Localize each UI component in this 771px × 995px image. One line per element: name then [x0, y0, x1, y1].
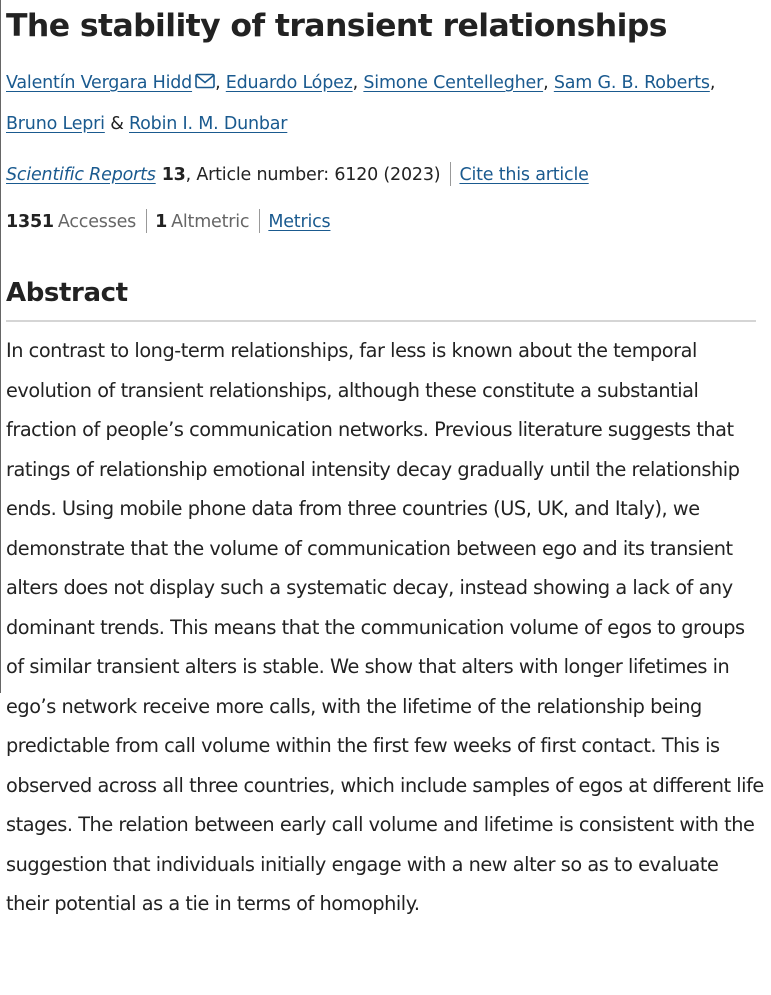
divider — [146, 209, 147, 233]
mail-icon[interactable] — [195, 64, 215, 104]
author-link[interactable]: Simone Centellegher — [363, 73, 544, 93]
divider — [450, 162, 451, 186]
author-link[interactable]: Eduardo López — [225, 73, 353, 93]
author-joiner: & — [104, 114, 129, 134]
altmetric-label: Altmetric — [171, 212, 250, 232]
author-separator: , — [215, 73, 226, 93]
metrics-link[interactable]: Metrics — [268, 212, 331, 232]
journal-volume: 13 — [161, 165, 186, 185]
left-border-line — [0, 0, 1, 693]
cite-article-link[interactable]: Cite this article — [459, 165, 589, 185]
article-number: , Article number: 6120 (2023) — [185, 165, 441, 185]
altmetric-count: 1 — [155, 212, 168, 232]
author-separator: , — [543, 73, 554, 93]
abstract-text: In contrast to long-term relationships, far less is known about the temporal evolution of transient relationships, although these constitute a substantial fraction of people’s communication networks. Previous literature suggests that ratings of relationship emotional intensity decay gradually until the relationship ends. Using mobile phone data from three countries (US, UK, and Italy), we demonstrate that the volume of communication between ego and its transient alters does not display such a systematic decay, instead showing a lack of any dominant trends. This means that the communication volume of egos to groups of similar transient alters is stable. We show that alters with longer lifetimes in ego’s network receive more calls, with the lifetime of the relationship being predictable from call volume within the first few weeks of first contact. This is observed across all three countries, which include samples of egos at different life stages. The relation between early call volume and lifetime is consistent with the suggestion that individuals initially engage with a new alter so as to evaluate their potential as a tie in terms of homophily. — [6, 339, 764, 915]
author-separator: , — [709, 73, 716, 93]
author-link[interactable]: Valentín Vergara Hidd — [6, 73, 193, 93]
accesses-label: Accesses — [57, 212, 137, 232]
accesses-count: 1351 — [6, 212, 54, 232]
author-list — [6, 63, 756, 144]
citation-line — [6, 155, 589, 195]
abstract-heading: Abstract — [6, 278, 128, 308]
divider — [259, 209, 260, 233]
journal-link[interactable]: Scientific Reports — [6, 165, 156, 185]
article-title: The stability of transient relationships — [6, 8, 667, 44]
author-separator: , — [352, 73, 364, 93]
author-link[interactable]: Sam G. B. Roberts — [553, 73, 710, 93]
author-link[interactable]: Robin I. M. Dunbar — [129, 114, 288, 134]
author-link[interactable]: Bruno Lepri — [6, 114, 105, 134]
metrics-bar — [6, 202, 330, 242]
section-divider — [6, 320, 756, 322]
